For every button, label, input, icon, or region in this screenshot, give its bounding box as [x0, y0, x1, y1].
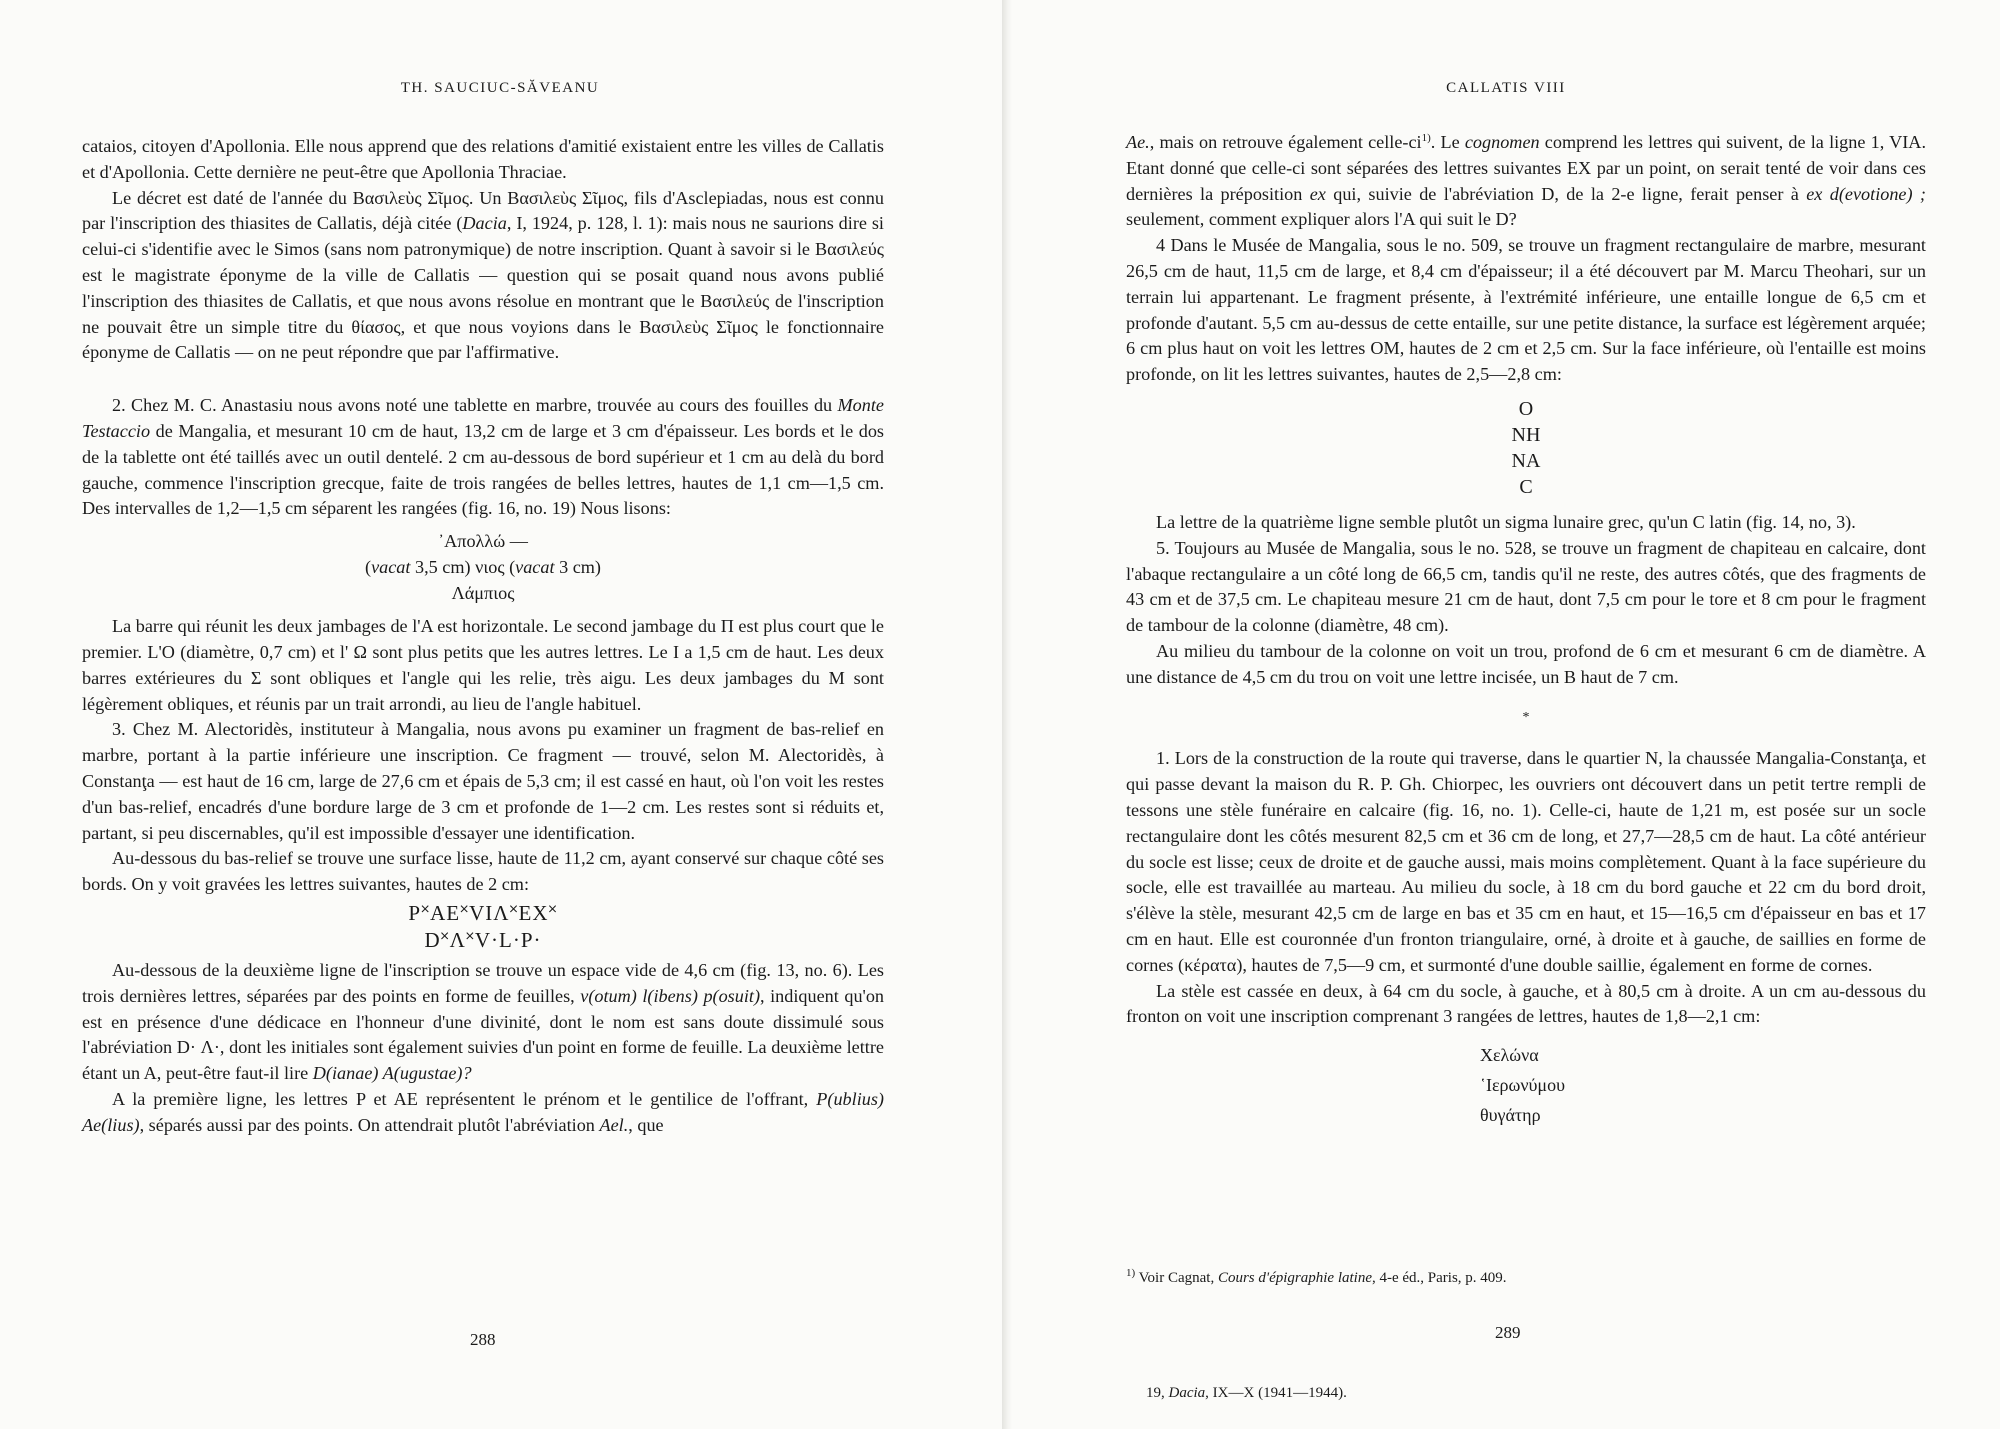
running-header-left: TH. SAUCIUC-SĂVEANU — [400, 80, 600, 96]
inscription-line: ῾Ιερωνύμου — [1480, 1075, 1565, 1096]
paragraph: Au-dessous du bas-relief se trouve une surface lisse, haute de 11,2 cm, ayant conservé sur chaque côté ses bords. On y voit gravées les lettres suivantes, hautes de 2 cm: — [82, 848, 884, 895]
paragraph: 4 Dans le Musée de Mangalia, sous le no. 509, se trouve un fragment rectangulaire de marbre, mesurant 26,5 cm de haut, 11,5 cm de large, et 8,4 cm d'épaisseur; il a été découvert par M. Marcu Theohari, sur un terrain lui appartenant. Le fragment présente, à l'extrémité inférieure, une entaille longue de 6,5 cm et profonde d'autant. 5,5 cm au-dessus de cette entaille, sur une petite distance, la surface est légèrement arquée; 6 cm plus haut on voit les lettres OM, hautes de 2 cm et 2,5 cm. Sur la face inférieure, où l'entaille est moins profonde, on lit les lettres suivantes, hautes de 2,5—2,8 cm: — [1126, 235, 1926, 385]
running-header-right: CALLATIS VIII — [1446, 80, 1566, 96]
greek-inscription-1 — [82, 528, 884, 606]
paragraph: Au-dessous de la deuxième ligne de l'inscription se trouve un espace vide de 4,6 cm (fig. 13, no. 6). Les trois dernières lettres, séparées par des points en forme de feuilles, v(otum) l(ibens) p(osuit), indiquent qu'on est en présence d'une dédicace en l'honneur d'une divinité, dont le nom est sans doute dissimulé sous l'abréviation D· Λ·, dont les initiales sont également suivies d'un point en forme de feuille. La deuxième lettre étant un A, peut-être faut-il lire D(ianae) A(ugustae)? — [82, 959, 885, 1084]
inscription-line: ᾽Απολλώ — — [438, 531, 528, 552]
right-page — [1012, 0, 2000, 1429]
paragraph: La barre qui réunit les deux jambages de l'A est horizontale. Le second jambage du Π est plus court que le premier. L'O (diamètre, 0,7 cm) et l' Ω sont plus petits que les autres lettres. Le I a 1,5 cm de haut. Les deux barres extérieures du Σ sont obliques et l'angle qui les relie, très aigu. Les deux jambages du M sont légèrement obliques, et réunis par un trait arrondi, au lieu de l'angle habituel. — [82, 616, 884, 714]
inscription-line: Χελώνα — [1480, 1045, 1539, 1066]
inscription-line: NA — [1511, 449, 1541, 472]
signature-line: 19, Dacia, IX—X (1941—1944). — [1146, 1385, 1347, 1401]
paragraph: Le décret est daté de l'année du Βασιλεὺς Σῖμος. Un Βασιλεὺς Σῖμος, fils d'Asclepiadas, nous est connu par l'inscription des thiasites de Callatis, déjà citée (Dacia, I, 1924, p. 128, l. 1): mais nous ne saurions dire si celui-ci s'identifie avec le Simos (sans nom patronymique) de notre inscription. Quant à savoir si le Βασιλεύς est le magistrate éponyme de la ville de Callatis — question qui se posait quand nous avons publié l'inscription des thiasites de Callatis, et que nous avons résolue en montrant que le Βασιλεύς de l'inscription ne pouvait être un simple titre du θίασος, et que nous voyions dans le Βασιλεὺς Σῖμος le fonctionnaire éponyme de Callatis — on ne peut répondre que par l'affirmative. — [82, 187, 884, 363]
inscription-line: C — [1519, 475, 1533, 498]
inscription-line: NH — [1511, 423, 1541, 446]
inscription-line: θυγάτηρ — [1480, 1105, 1541, 1126]
inscription-line: O — [1518, 397, 1534, 420]
paragraph: 2. Chez M. C. Anastasiu nous avons noté une tablette en marbre, trouvée au cours des fouilles du Monte Testaccio de Mangalia, et mesurant 10 cm de haut, 13,2 cm de large et 3 cm d'épaisseur. Les bords et le dos de la tablette ont été taillés avec un outil dentelé. 2 cm au-dessous de bord supérieur et 1 cm au delà du bord gauche, commence l'inscription grecque, faite de trois rangées de belles lettres, hautes de 1,1 cm—1,5 cm. Des intervalles de 1,2—1,5 cm séparent les rangées (fig. 16, no. 19) Nous lisons: — [82, 395, 884, 519]
paragraph: La stèle est cassée en deux, à 64 cm du socle, à gauche, et à 80,5 cm à droite. A un cm au-dessous du fronton on voit une inscription comprenant 3 rangées de lettres, hautes de 1,8—2,1 cm: — [1126, 980, 1926, 1027]
page-number-left: 288 — [470, 1330, 496, 1349]
inscription-line: (vacat 3,5 cm) νιος (vacat 3 cm) — [365, 557, 601, 578]
page-number-right: 289 — [1495, 1323, 1521, 1342]
footnote: $^{1)}$ Voir Cagnat, Cours d'épigraphie latine, 4-e éd., Paris, p. 409. — [1126, 1267, 1507, 1286]
book-spine — [1002, 0, 1012, 1429]
inscription-line: P˟AE˟VIΛ˟EX˟ — [408, 900, 558, 925]
greek-inscription-2 — [1480, 1040, 1926, 1130]
paragraph: 3. Chez M. Alectoridès, instituteur à Mangalia, nous avons pu examiner un fragment de bas-relief en marbre, portant à la partie inférieure une inscription. Ce fragment — trouvé, selon M. Alectoridès, à Constanţa — est haut de 16 cm, large de 27,6 cm et épais de 5,3 cm; il est cassé en haut, où l'on voit les restes d'un bas-relief, encadrés d'une bordure large de 3 cm et profonde de 1—2 cm. Les restes sont si réduits et, partant, si peu discernables, qu'il est impossible d'essayer une identification. — [82, 719, 884, 843]
footnote-ref: 1) — [1421, 131, 1431, 144]
right-body — [1126, 130, 1926, 1130]
left-body — [82, 134, 884, 1139]
paragraph: A la première ligne, les lettres P et AE représentent le prénom et le gentilice de l'offrant, P(ublius) Ae(lius), séparés aussi par des points. On attendrait plutôt l'abréviation Ael., que — [82, 1088, 884, 1135]
paragraph: 5. Toujours au Musée de Mangalia, sous le no. 528, se trouve un fragment de chapiteau en calcaire, dont l'abaque rectangulaire a un côté long de 66,5 cm, tandis qu'il ne reste, des autres côtés, que des fragments de 43 cm et de 37,5 cm. Le chapiteau mesure 21 cm de haut, dont 7,5 cm pour le tore et 8 cm pour le fragment de tambour de la colonne (diamètre, 48 cm). — [1126, 537, 1926, 636]
paragraph: Au milieu du tambour de la colonne on voit un trou, profond de 6 cm et mesurant 6 cm de diamètre. A une distance de 4,5 cm du trou on voit une lettre incisée, un B haut de 7 cm. — [1126, 640, 1926, 687]
paragraph: 1. Lors de la construction de la route qui traverse, dans le quartier N, la chaussée Mangalia-Constanţa, et qui passe devant la maison du R. P. Gh. Chiorpec, les ouvriers ont découvert dans un petit tertre rempli de tessons une stèle funéraire en calcaire (fig. 16, no. 1). Celle-ci, haute de 1,21 m, est posée sur un socle rectangulaire dont les côtés mesurent 82,5 cm et 36 cm de long, et 27,7—28,5 cm de haut. La côté antérieur du socle est lisse; ceux de droite et de gauche aussi, mais moins complètement. Quant à la face supérieure du socle, elle est travaillée au marteau. Au milieu du socle, à 18 cm du bord gauche et 22 cm du bord droit, s'élève la stèle, mesurant 42,5 cm de large en bas et 35 cm en haut, et 15—16,5 cm d'épaisseur en bas et 17 cm en haut. Elle est couronnée d'un fronton triangulaire, orné, à droite et à gauche, de saillies en forme de cornes (κέρατα), hautes de 7,5—9 cm, et surmonté d'une double saillie, également en forme de cornes. — [1126, 748, 1926, 975]
paragraph: Ae., mais on retrouve également celle-$ci^{1)}$. Le cognomen comprend les lettres qui suivent, de la ligne 1, VIA. Etant donné que celle-ci sont séparées des lettres suivantes EX par un point, on serait tenté de voir dans ces dernières la préposition ex qui, suivie de l'abréviation D, de la 2-e ligne, ferait penser à ex d(evotione) ; seulement, comment expliquer alors l'A qui suit le D? — [1126, 131, 1926, 230]
paragraph: cataios, citoyen d'Apollonia. Elle nous apprend que des relations d'amitié existaient entre les villes de Callatis et d'Apollonia. Cette dernière ne peut-être que Apollonia Thraciae. — [82, 136, 884, 182]
letter-stack-inscription — [1126, 396, 1926, 500]
latin-inscription — [82, 900, 884, 954]
paragraph: La lettre de la quatrième ligne semble plutôt un sigma lunaire grec, qu'un C latin (fig. 14, no, 3). — [1156, 511, 1856, 532]
section-separator: * — [1522, 709, 1530, 725]
inscription-line: Λάμπιος — [451, 583, 515, 604]
inscription-line: D˟Λ˟V·L·P· — [424, 927, 542, 952]
